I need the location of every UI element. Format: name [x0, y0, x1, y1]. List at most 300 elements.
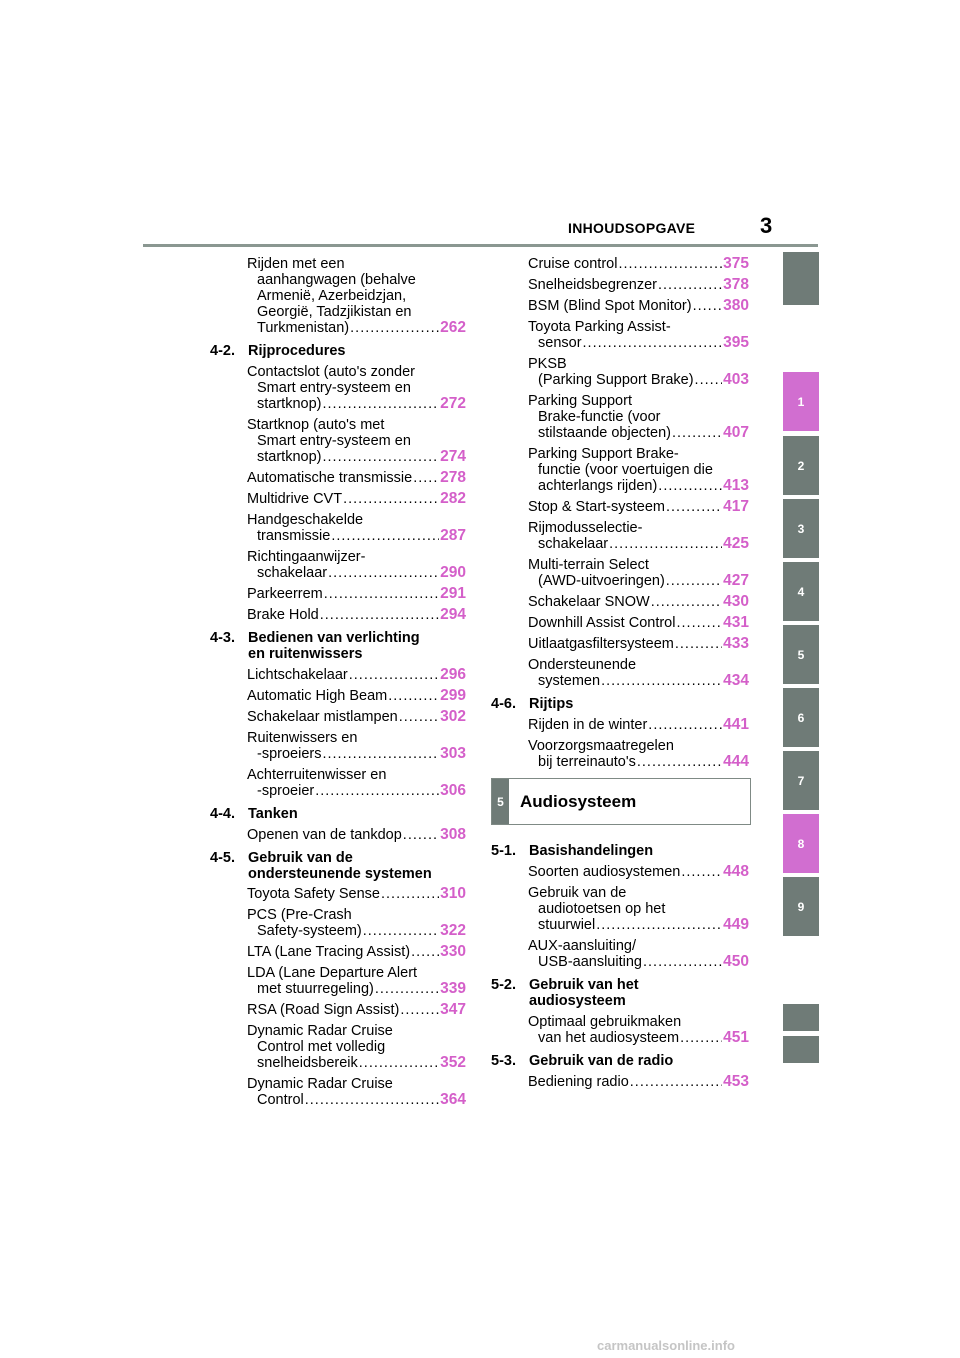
toc-entry-text: Contactslot (auto's zonder — [247, 364, 415, 380]
chapter-tab-4[interactable]: 4 — [783, 562, 819, 621]
dot-leader — [658, 277, 722, 293]
chapter-tab-2[interactable]: 2 — [783, 436, 819, 495]
page-link[interactable]: 287 — [440, 527, 466, 544]
toc-entry-line — [528, 319, 749, 335]
toc-entry-text: transmissie — [257, 528, 331, 544]
dot-leader — [675, 636, 722, 652]
toc-entry[interactable] — [247, 730, 466, 762]
page-link[interactable]: 278 — [440, 469, 466, 486]
toc-entry[interactable] — [528, 256, 749, 272]
dot-leader — [363, 923, 439, 939]
toc-entry-line — [528, 298, 749, 314]
dot-leader — [399, 709, 439, 725]
toc-entry-text: stuurwiel — [538, 917, 596, 933]
toc-entry-text: -sproeier — [257, 783, 315, 799]
toc-entry[interactable] — [528, 393, 749, 441]
toc-entry-line — [247, 746, 466, 762]
toc-entry-line — [528, 520, 749, 536]
page-link[interactable]: 290 — [440, 564, 466, 581]
page-link[interactable]: 403 — [723, 371, 749, 388]
toc-entry-text: schakelaar — [257, 565, 328, 581]
toc-entry-line — [528, 499, 749, 515]
toc-entry-line — [247, 923, 466, 939]
dot-leader — [637, 754, 722, 770]
toc-entry-line — [247, 1076, 466, 1092]
page-number: 3 — [760, 213, 773, 238]
toc-entry-line — [247, 304, 466, 320]
toc-entry[interactable] — [247, 586, 466, 602]
toc-entry-text: LDA (Lane Departure Alert — [247, 965, 418, 981]
dot-leader — [403, 827, 439, 843]
toc-entry-text: Richtingaanwijzer- — [247, 549, 366, 565]
toc-entry[interactable] — [247, 256, 466, 336]
toc-entry-text: audiotoetsen op het — [538, 901, 666, 917]
toc-entry-text: Lichtschakelaar — [247, 667, 348, 683]
dot-leader — [315, 783, 439, 799]
toc-entry[interactable] — [528, 594, 749, 610]
toc-entry[interactable] — [247, 827, 466, 843]
dot-leader — [609, 536, 722, 552]
section-title: Rijprocedures — [248, 343, 346, 359]
toc-entry-text: Gebruik van de — [528, 885, 627, 901]
section-title: Basishandelingen — [529, 843, 654, 859]
toc-entry-text: Smart entry-systeem en — [257, 433, 411, 449]
dot-leader — [680, 1030, 722, 1046]
toc-entry[interactable] — [247, 767, 466, 799]
toc-entry-line — [528, 557, 749, 573]
toc-entry-text: AUX-aansluiting/ — [528, 938, 636, 954]
toc-entry[interactable] — [528, 520, 749, 552]
toc-entry-text: Smart entry-systeem en — [257, 380, 411, 396]
dot-leader — [400, 1002, 439, 1018]
page-link[interactable]: 262 — [440, 319, 466, 336]
toc-entry-text: Safety-systeem) — [257, 923, 362, 939]
toc-entry-text: startknop) — [257, 449, 322, 465]
toc-entry-line — [528, 462, 749, 478]
toc-entry-text: sensor — [538, 335, 582, 351]
toc-entry-line — [247, 364, 466, 380]
toc-entry-text: PKSB — [528, 356, 567, 372]
toc-entry-line — [247, 1055, 466, 1071]
toc-entry-line — [528, 372, 749, 388]
toc-entry-line — [247, 1002, 466, 1018]
toc-entry-text: Optimaal gebruikmaken — [528, 1014, 682, 1030]
toc-entry-text: Multidrive CVT — [247, 491, 343, 507]
page-link[interactable]: 451 — [723, 1029, 749, 1046]
chapter-tab-9[interactable]: 9 — [783, 877, 819, 936]
toc-entry-text: achterlangs rijden) — [538, 478, 658, 494]
toc-entry-line — [247, 767, 466, 783]
header-rule — [143, 244, 818, 247]
toc-entry-text: (Parking Support Brake) — [538, 372, 694, 388]
dot-leader — [681, 864, 722, 880]
toc-entry-line — [247, 827, 466, 843]
toc-entry-text: Automatische transmissie — [247, 470, 413, 486]
page-link[interactable]: 303 — [440, 745, 466, 762]
dot-leader — [388, 688, 439, 704]
toc-entry-text: (AWD-uitvoeringen) — [538, 573, 665, 589]
dot-leader — [381, 886, 439, 902]
toc-entry-line — [247, 565, 466, 581]
toc-entry-text: PCS (Pre-Crash — [247, 907, 352, 923]
toc-entry-text: Control — [257, 1092, 304, 1108]
page-link[interactable]: 378 — [723, 276, 749, 293]
section-title-line: Gebruik van de — [248, 850, 353, 866]
toc-entry-text: Ruitenwissers en — [247, 730, 358, 746]
page-link[interactable]: 347 — [440, 1001, 466, 1018]
page-link[interactable]: 291 — [440, 585, 466, 602]
dot-leader — [331, 528, 439, 544]
toc-entry-text: aanhangwagen (behalve — [257, 272, 416, 288]
toc-entry[interactable] — [247, 1023, 466, 1071]
toc-entry-line — [528, 393, 749, 409]
toc-entry-text: -sproeiers — [257, 746, 322, 762]
page-link[interactable]: 375 — [723, 255, 749, 272]
dot-leader — [618, 256, 722, 272]
dot-leader — [359, 1055, 439, 1071]
page-link[interactable]: 430 — [723, 593, 749, 610]
toc-entry-text: stilstaande objecten) — [538, 425, 671, 441]
page-link[interactable]: 453 — [723, 1073, 749, 1090]
dot-leader — [322, 746, 439, 762]
dot-leader — [666, 573, 722, 589]
chapter-tab-blank[interactable] — [783, 252, 819, 305]
chapter-tab-3[interactable]: 3 — [783, 499, 819, 558]
dot-leader — [693, 298, 723, 314]
toc-entry[interactable] — [528, 446, 749, 494]
dot-leader — [583, 335, 723, 351]
toc-entry-line — [528, 673, 749, 689]
toc-entry-line — [528, 536, 749, 552]
chapter-tab-8[interactable]: 8 — [783, 814, 819, 873]
toc-entry-line — [247, 272, 466, 288]
section-title-line: en ruitenwissers — [248, 646, 363, 662]
toc-entry-text: Openen van de tankdop — [247, 827, 402, 843]
toc-entry-text: bij terreinauto's — [538, 754, 636, 770]
toc-entry-line — [247, 417, 466, 433]
page-link[interactable]: 434 — [723, 672, 749, 689]
toc-entry[interactable] — [247, 1076, 466, 1108]
toc-entry[interactable] — [247, 688, 466, 704]
chapter-tab-1[interactable]: 1 — [783, 372, 819, 431]
toc-entry-line — [528, 938, 749, 954]
toc-entry-line — [247, 783, 466, 799]
page-link[interactable]: 294 — [440, 606, 466, 623]
dot-leader — [349, 667, 439, 683]
page-link[interactable]: 274 — [440, 448, 466, 465]
toc-entry-line — [247, 981, 466, 997]
section-number: 5-1. — [491, 843, 516, 859]
page-link[interactable]: 339 — [440, 980, 466, 997]
toc-entry-text: Parking Support Brake- — [528, 446, 679, 462]
toc-entry-line — [528, 657, 749, 673]
toc-entry[interactable] — [247, 965, 466, 997]
page-link[interactable]: 330 — [440, 943, 466, 960]
toc-entry-line — [247, 709, 466, 725]
toc-entry-line — [247, 528, 466, 544]
toc-entry-text: Parking Support — [528, 393, 632, 409]
page-link[interactable]: 448 — [723, 863, 749, 880]
section-number: 5-2. — [491, 977, 516, 993]
toc-entry-text: Armenië, Azerbeidzjan, — [257, 288, 407, 304]
page-link[interactable]: 380 — [723, 297, 749, 314]
toc-entry-line — [247, 549, 466, 565]
section-number: 4-6. — [491, 696, 516, 712]
toc-entry-line — [528, 356, 749, 372]
toc-entry[interactable] — [528, 1074, 749, 1090]
toc-entry-line — [528, 864, 749, 880]
section-number: 4-2. — [210, 343, 235, 359]
toc-entry-text: Rijden in de winter — [528, 717, 648, 733]
page-link[interactable]: 431 — [723, 614, 749, 631]
toc-entry-line — [528, 1030, 749, 1046]
page-link[interactable]: 322 — [440, 922, 466, 939]
toc-entry-text: Schakelaar SNOW — [528, 594, 650, 610]
chapter-tab-blank[interactable] — [783, 1004, 819, 1031]
section-title-line: audiosysteem — [529, 993, 626, 1009]
toc-entry-line — [247, 470, 466, 486]
page-link[interactable]: 433 — [723, 635, 749, 652]
toc-entry-line — [247, 256, 466, 272]
dot-leader — [651, 594, 722, 610]
toc-entry-line — [528, 717, 749, 733]
dot-leader — [375, 981, 439, 997]
toc-entry[interactable] — [247, 709, 466, 725]
toc-entry-text: BSM (Blind Spot Monitor) — [528, 298, 692, 314]
chapter-number: 5 — [492, 779, 509, 824]
toc-entry[interactable] — [247, 549, 466, 581]
dot-leader — [666, 499, 722, 515]
toc-entry-line — [247, 512, 466, 528]
toc-entry[interactable] — [528, 319, 749, 351]
toc-entry[interactable] — [528, 1014, 749, 1046]
toc-entry-line — [247, 396, 466, 412]
toc-entry-text: Turkmenistan) — [257, 320, 350, 336]
page-link[interactable]: 299 — [440, 687, 466, 704]
toc-entry[interactable] — [528, 885, 749, 933]
page-link[interactable]: 450 — [723, 953, 749, 970]
toc-entry-text: USB-aansluiting — [538, 954, 642, 970]
chapter-tab-blank[interactable] — [783, 1036, 819, 1063]
toc-entry[interactable] — [247, 364, 466, 412]
toc-entry-text: Soorten audiosystemen — [528, 864, 681, 880]
page-link[interactable]: 441 — [723, 716, 749, 733]
toc-entry[interactable] — [247, 470, 466, 486]
chapter-tab-5[interactable]: 5 — [783, 625, 819, 684]
toc-entry-text: Downhill Assist Control — [528, 615, 676, 631]
page-link[interactable]: 444 — [723, 753, 749, 770]
toc-entry[interactable] — [528, 938, 749, 970]
page-link[interactable]: 427 — [723, 572, 749, 589]
toc-entry-text: Bediening radio — [528, 1074, 629, 1090]
page-link[interactable]: 272 — [440, 395, 466, 412]
toc-entry-line — [247, 1092, 466, 1108]
toc-entry-text: snelheidsbereik — [257, 1055, 358, 1071]
toc-entry-text: Georgië, Tadzjikistan en — [257, 304, 412, 320]
toc-entry-text: Stop & Start-systeem — [528, 499, 665, 515]
page-link[interactable]: 306 — [440, 782, 466, 799]
chapter-tab-6[interactable]: 6 — [783, 688, 819, 747]
page-link[interactable]: 364 — [440, 1091, 466, 1108]
toc-entry-line — [247, 944, 466, 960]
toc-entry-text: Brake Hold — [247, 607, 319, 623]
page-link[interactable]: 352 — [440, 1054, 466, 1071]
toc-entry-text: Control met volledig — [257, 1039, 386, 1055]
toc-entry-text: Automatic High Beam — [247, 688, 388, 704]
dot-leader — [648, 717, 722, 733]
watermark-text: carmanualsonline.info — [597, 1338, 735, 1353]
toc-entry-line — [247, 607, 466, 623]
toc-entry-line — [528, 425, 749, 441]
toc-entry-line — [247, 965, 466, 981]
dot-leader — [695, 372, 723, 388]
toc-entry[interactable] — [247, 512, 466, 544]
toc-entry[interactable] — [247, 907, 466, 939]
toc-entry-line — [247, 667, 466, 683]
toc-entry-text: LTA (Lane Tracing Assist) — [247, 944, 411, 960]
section-number: 4-4. — [210, 806, 235, 822]
section-title: Tanken — [248, 806, 298, 822]
toc-entry-text: Voorzorgsmaatregelen — [528, 738, 674, 754]
page-link[interactable]: 310 — [440, 885, 466, 902]
toc-entry-line — [528, 636, 749, 652]
section-title-line: Bedienen van verlichting — [248, 630, 420, 646]
toc-entry-line — [247, 433, 466, 449]
page-link[interactable]: 302 — [440, 708, 466, 725]
section-number: 4-5. — [210, 850, 235, 866]
toc-entry[interactable] — [247, 491, 466, 507]
toc-entry-text: Ondersteunende — [528, 657, 637, 673]
toc-entry-line — [247, 730, 466, 746]
toc-entry-text: van het audiosysteem — [538, 1030, 680, 1046]
toc-entry-line — [528, 1014, 749, 1030]
toc-entry[interactable] — [528, 864, 749, 880]
toc-entry-line — [247, 449, 466, 465]
page-link[interactable]: 407 — [723, 424, 749, 441]
toc-entry[interactable] — [528, 615, 749, 631]
dot-leader — [322, 449, 439, 465]
toc-entry[interactable] — [528, 717, 749, 733]
section-title: Gebruik van de radio — [529, 1053, 674, 1069]
toc-entry-text: Multi-terrain Select — [528, 557, 649, 573]
dot-leader — [676, 615, 722, 631]
page-link[interactable]: 282 — [440, 490, 466, 507]
toc-entry[interactable] — [528, 738, 749, 770]
toc-entry[interactable] — [528, 298, 749, 314]
toc-entry[interactable] — [247, 1002, 466, 1018]
section-number: 5-3. — [491, 1053, 516, 1069]
dot-leader — [328, 565, 439, 581]
page-link[interactable]: 413 — [723, 477, 749, 494]
toc-entry-text: schakelaar — [538, 536, 609, 552]
dot-leader — [322, 396, 439, 412]
toc-entry-text: Rijden met een — [247, 256, 345, 272]
toc-entry-text: Snelheidsbegrenzer — [528, 277, 657, 293]
toc-entry-line — [247, 1023, 466, 1039]
toc-entry-line — [528, 409, 749, 425]
toc-entry-line — [528, 446, 749, 462]
section-title: Rijtips — [529, 696, 574, 712]
toc-entry-line — [528, 615, 749, 631]
toc-entry-text: Dynamic Radar Cruise — [247, 1023, 393, 1039]
toc-entry[interactable] — [528, 657, 749, 689]
toc-entry[interactable] — [247, 886, 466, 902]
toc-entry[interactable] — [528, 636, 749, 652]
dot-leader — [630, 1074, 722, 1090]
dot-leader — [411, 944, 439, 960]
toc-entry-text: Handgeschakelde — [247, 512, 364, 528]
toc-entry-text: Schakelaar mistlampen — [247, 709, 398, 725]
toc-entry-line — [247, 586, 466, 602]
toc-entry-line — [247, 320, 466, 336]
toc-entry[interactable] — [247, 667, 466, 683]
dot-leader — [596, 917, 722, 933]
header-title: INHOUDSOPGAVE — [568, 220, 696, 236]
chapter-heading-box — [491, 778, 751, 825]
toc-entry[interactable] — [528, 356, 749, 388]
toc-entry-text: met stuurregeling) — [257, 981, 374, 997]
dot-leader — [343, 491, 439, 507]
toc-entry-line — [528, 478, 749, 494]
toc-entry[interactable] — [247, 944, 466, 960]
toc-entry-text: Toyota Safety Sense — [247, 886, 380, 902]
page-link[interactable]: 308 — [440, 826, 466, 843]
dot-leader — [324, 586, 439, 602]
section-number: 4-3. — [210, 630, 235, 646]
toc-entry-text: systemen — [538, 673, 601, 689]
toc-entry[interactable] — [247, 417, 466, 465]
toc-entry-line — [528, 901, 749, 917]
toc-entry[interactable] — [247, 607, 466, 623]
toc-entry[interactable] — [528, 499, 749, 515]
section-title-line: ondersteunende systemen — [248, 866, 432, 882]
toc-entry-text: Achterruitenwisser en — [247, 767, 387, 783]
toc-entry-line — [528, 256, 749, 272]
toc-entry-line — [247, 907, 466, 923]
toc-entry-line — [247, 886, 466, 902]
chapter-title: Audiosysteem — [520, 792, 637, 811]
toc-entry-line — [528, 954, 749, 970]
toc-entry[interactable] — [528, 277, 749, 293]
toc-entry-line — [528, 917, 749, 933]
toc-entry-text: Rijmodusselectie- — [528, 520, 643, 536]
page-link[interactable]: 425 — [723, 535, 749, 552]
toc-entry-line — [528, 738, 749, 754]
toc-entry-line — [528, 335, 749, 351]
toc-entry-line — [528, 277, 749, 293]
toc-entry-line — [247, 491, 466, 507]
page-link[interactable]: 417 — [723, 498, 749, 515]
toc-entry-line — [528, 885, 749, 901]
toc-entry[interactable] — [528, 557, 749, 589]
toc-entry-line — [528, 594, 749, 610]
toc-entry-text: Dynamic Radar Cruise — [247, 1076, 393, 1092]
dot-leader — [672, 425, 722, 441]
toc-entry-line — [247, 380, 466, 396]
section-title-line: Gebruik van het — [529, 977, 639, 993]
page-link[interactable]: 449 — [723, 916, 749, 933]
dot-leader — [413, 470, 439, 486]
toc-entry-text: functie (voor voertuigen die — [538, 462, 713, 478]
page-link[interactable]: 296 — [440, 666, 466, 683]
toc-entry-line — [247, 1039, 466, 1055]
toc-entry-text: Uitlaatgasfiltersysteem — [528, 636, 674, 652]
chapter-tab-7[interactable]: 7 — [783, 751, 819, 810]
dot-leader — [305, 1092, 439, 1108]
toc-entry-text: startknop) — [257, 396, 322, 412]
toc-entry-text: Cruise control — [528, 256, 618, 272]
page-link[interactable]: 395 — [723, 334, 749, 351]
